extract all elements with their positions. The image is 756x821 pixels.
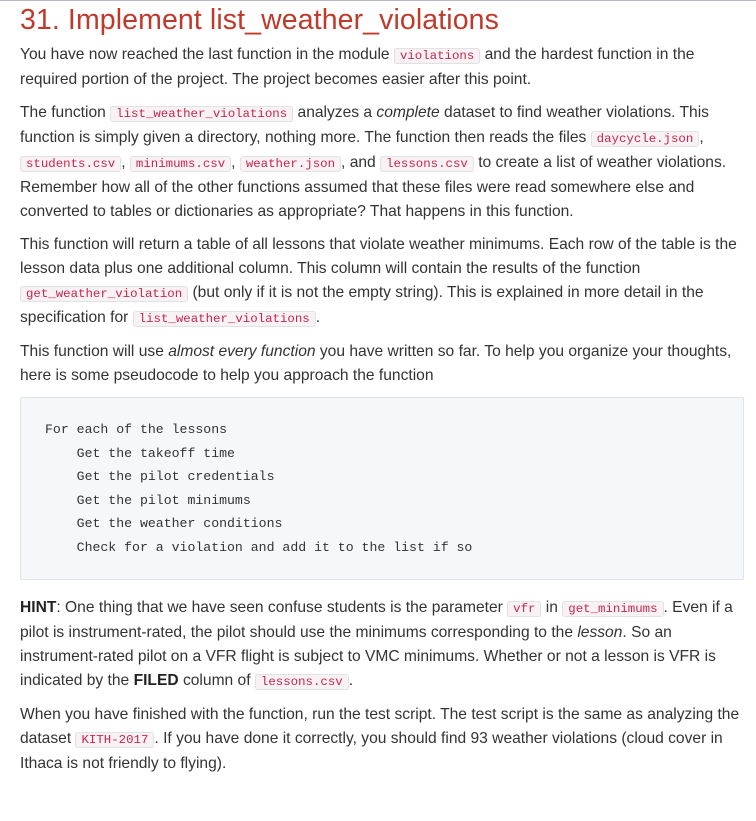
inline-code: vfr	[507, 601, 541, 617]
pseudocode-line: Get the takeoff time	[45, 445, 235, 461]
inline-code: students.csv	[20, 156, 121, 172]
text: : One thing that we have seen confuse students is the parameter	[56, 599, 508, 616]
text: You have now reached the last function in the module	[20, 46, 394, 63]
strong-text: FILED	[133, 672, 179, 689]
text: and the hardest function in the required portion of the project. The project becomes easier after this point.	[20, 46, 695, 88]
text: (but only if it is not the empty string). This is explained in more detail in the specification for	[20, 284, 704, 326]
inline-code: KITH-2017	[75, 732, 154, 748]
text: This function will use	[20, 343, 169, 360]
hint-paragraph	[20, 596, 744, 694]
inline-code: list_weather_violations	[133, 311, 316, 327]
text: dataset to find weather violations. This function is simply given a directory, nothing more. The function then reads the files	[20, 104, 709, 146]
pseudocode-line: Check for a violation and add it to the list if so	[45, 539, 473, 555]
inline-code: daycycle.json	[591, 131, 700, 147]
text: . So an instrument-rated pilot on a VFR flight is subject to VMC minimums. Whether or not a lesson is VFR is indicated by the	[20, 624, 716, 689]
inline-code: lessons.csv	[255, 674, 349, 690]
pseudocode-line: For each of the lessons	[45, 422, 228, 437]
pseudocode-line: Get the pilot minimums	[45, 492, 251, 508]
hint-label: HINT	[20, 599, 57, 616]
inline-code: get_minimums	[562, 601, 663, 617]
section-title: 31. Implement list_weather_violations	[20, 4, 499, 36]
text: ,	[699, 129, 704, 146]
test-script-paragraph	[20, 703, 744, 776]
inline-code: minimums.csv	[130, 156, 231, 172]
text: column of	[178, 672, 255, 689]
emphasis: complete	[376, 104, 440, 121]
text: This function will return a table of all lessons that violate weather minimums. Each row of the table is the lesson data plus one additional column. This column will contain the results of the function	[20, 236, 737, 277]
text: . If you have done it correctly, you should find 93 weather violations (cloud cover in Ithaca is not friendly to flying).	[20, 730, 723, 772]
text: in	[541, 599, 563, 616]
inline-code: violations	[394, 48, 480, 64]
inline-code: weather.json	[240, 156, 341, 172]
pseudocode-intro-paragraph	[20, 340, 744, 388]
inline-code: list_weather_violations	[110, 106, 293, 122]
inline-code: lessons.csv	[380, 156, 474, 172]
text: to create a list of weather violations. Remember how all of the other functions assumed that these files were read somewhere else and converted to tables or dictionaries as appropriate? That happens in this function.	[20, 154, 727, 220]
text: ,	[121, 154, 130, 171]
pseudocode-line: Get the weather conditions	[45, 516, 283, 532]
text: . Even if a pilot is instrument-rated, the pilot should use the minimums corresponding to the	[20, 599, 733, 641]
text: ,	[231, 154, 240, 171]
text: .	[348, 672, 354, 689]
text: .	[315, 309, 321, 326]
function-description-paragraph	[20, 101, 744, 224]
inline-code: get_weather_violation	[20, 286, 188, 302]
pseudocode-line: Get the pilot credentials	[45, 469, 275, 485]
intro-paragraph	[20, 43, 744, 92]
text: analyzes a	[293, 104, 377, 121]
text: When you have finished with the function, run the test script. The test script is the same as analyzing the dataset	[20, 706, 740, 747]
emphasis: lesson	[577, 624, 623, 641]
text: you have written so far. To help you organize your thoughts, here is some pseudocode to help you approach the function	[20, 343, 732, 384]
document	[0, 3, 756, 776]
emphasis: almost every function	[168, 343, 316, 360]
return-value-paragraph	[20, 233, 744, 331]
pseudocode-block	[20, 397, 744, 580]
text: , and	[341, 154, 381, 171]
text: The function	[20, 104, 111, 121]
